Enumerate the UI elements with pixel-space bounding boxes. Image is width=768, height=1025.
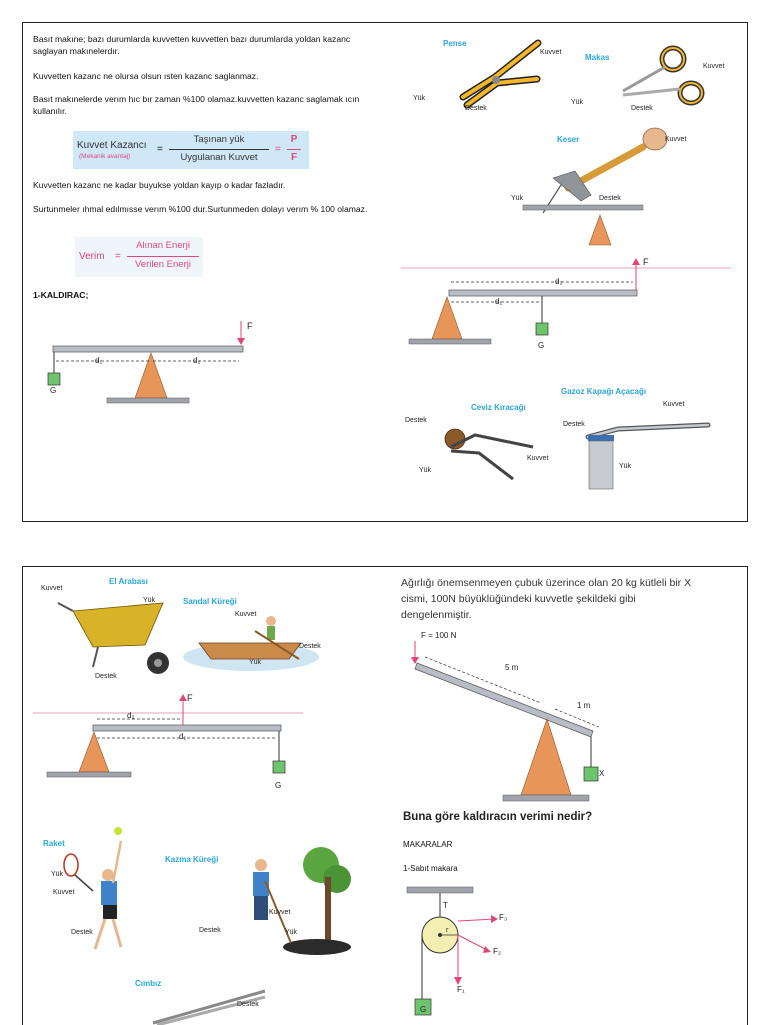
raket-destek: Destek: [71, 929, 93, 936]
lever3-force-label: F: [187, 693, 193, 703]
x-object-label: X: [599, 769, 605, 778]
gazoz-title: Gazoz Kapağı Açacağı: [561, 387, 647, 396]
gazoz-kuvvet: Kuvvet: [663, 401, 685, 408]
inclined-fulcrum: [521, 719, 571, 795]
lever3-weight-label: G: [275, 781, 282, 790]
lever-diagram-1: [23, 313, 283, 408]
load-block: [48, 373, 60, 385]
pense-destek: Destek: [465, 105, 487, 112]
efficiency-paragraph: Basıt makınelerde verım hıc bır zaman %100 olamaz.kuvvetten kazanc saglamak ıcın kullanılır.: [33, 94, 360, 116]
shovel-digger-illustration: [213, 847, 353, 967]
gain-loss-paragraph: Kuvvetten kazanc ne kadar buyukse yoldan kayıp o kadar fazladır.: [33, 180, 286, 190]
lever1-weight-label: G: [50, 386, 57, 395]
makas-destek: Destek: [631, 105, 653, 112]
lever2-d2: d₂: [555, 277, 563, 286]
formula-numerator: Taşınan yük: [193, 134, 245, 145]
lever2-fulcrum: [432, 297, 462, 339]
efficiency-numerator: Alınan Enerji: [136, 240, 190, 251]
inclined-beam: [415, 663, 593, 737]
formula-p: P: [290, 134, 298, 145]
formula-f: F: [290, 152, 298, 163]
efficiency-formula: Verim = Alınan Enerji Verilen Enerji: [75, 237, 203, 277]
problem-text: Ağırlığı önemsenmeyen çubuk üzerince olan 20 kg kütleli bir X cismi, 100N büyüklüğündeki kuvvetle şekildeki gibi dengelenmiştir.: [401, 577, 692, 621]
cimbiz-title: Cımbız: [135, 979, 162, 988]
kazma-yuk: Yük: [285, 929, 298, 936]
lever2-d1: d₁: [495, 297, 503, 306]
inclined-lever-figure: [407, 627, 617, 807]
formula-left-sub: (Mekanik avantaj): [79, 153, 131, 160]
kazma-title: Kazma Küreği: [165, 855, 219, 864]
fulcrum: [135, 353, 167, 398]
elarabasi-destek: Destek: [95, 673, 117, 680]
kazma-kuvvet: Kuvvet: [269, 909, 291, 916]
efficiency-question: Buna göre kaldıracın verimi nedir?: [403, 811, 593, 823]
makas-kuvvet: Kuvvet: [703, 63, 725, 70]
work-gain-paragraph: Kuvvetten kazanc ne olursa olsun ısten kazanc saglanmaz.: [33, 71, 259, 81]
raket-kuvvet: Kuvvet: [53, 889, 75, 896]
force-100n-label: F = 100 N: [421, 631, 457, 640]
ceviz-yuk: Yük: [419, 467, 432, 474]
nutcracker-illustration: [413, 419, 543, 489]
intro-paragraph: Basıt makıne; bazı durumlarda kuvvetten kuvvetten bazı durumlarda yoldan kazanc saglayan makınelerdır.: [33, 34, 351, 56]
wheelbarrow-illustration: [53, 587, 183, 677]
sandal-yuk: Yük: [249, 659, 262, 666]
pulleys-heading: MAKARALAR: [403, 840, 453, 849]
formula-left: Kuvvet Kazancı: [77, 140, 147, 151]
fixed-pulley-figure: [403, 881, 543, 1025]
lever2-weight-label: G: [538, 341, 545, 350]
keser-title: Keser: [557, 135, 580, 144]
pliers-illustration: [433, 35, 543, 115]
pense-yuk: Yük: [413, 95, 426, 102]
f1-label: F₁: [457, 985, 465, 994]
lever1-d1: d₁: [95, 356, 103, 365]
pense-title: Pense: [443, 39, 467, 48]
f3-label: F₃: [499, 913, 508, 922]
lever3-load-block: [273, 761, 285, 773]
keser-destek: Destek: [599, 195, 621, 202]
gazoz-destek: Destek: [563, 421, 585, 428]
lever3-d2: d₂: [127, 711, 135, 720]
handout-page-1: [22, 22, 748, 522]
tension-label: T: [443, 901, 448, 910]
lever1-d2: d₂: [193, 356, 201, 365]
elarabasi-yuk: Yük: [143, 597, 156, 604]
lever3-d1: d₁: [179, 732, 187, 741]
sandal-kuvvet: Kuvvet: [235, 611, 257, 618]
mechanical-advantage-formula: Kuvvet Kazancı (Mekanik avantaj) = Taşınan yük Uygulanan Kuvvet = P F: [73, 131, 309, 169]
bottle-opener-illustration: [578, 407, 718, 492]
lever2-load-block: [536, 323, 548, 335]
makas-title: Makas: [585, 53, 610, 62]
f2-label: F₂: [493, 947, 501, 956]
fixed-pulley-heading: 1-Sabıt makara: [403, 864, 458, 873]
lever-diagram-3: [33, 685, 303, 795]
lever2-beam: [449, 290, 637, 296]
handout-page-2: [22, 566, 748, 1025]
pense-kuvvet: Kuvvet: [540, 49, 562, 56]
raket-title: Raket: [43, 839, 65, 848]
x-block: [584, 767, 598, 781]
tennis-player-illustration: [63, 823, 163, 963]
cimbiz-destek: Destek: [237, 1001, 259, 1008]
ceviz-kuvvet: Kuvvet: [527, 455, 549, 462]
pulley-weight-label: G: [420, 1005, 427, 1014]
friction-paragraph: Surtunmeler ıhmal edılmısse verım %100 dur.Surtunmeden dolayı verım % 100 olamaz.: [33, 204, 368, 214]
elarabasi-kuvvet: Kuvvet: [41, 585, 63, 592]
efficiency-denominator: Verilen Enerji: [135, 259, 191, 270]
kazma-destek: Destek: [199, 927, 221, 934]
formula-denominator: Uygulanan Kuvvet: [180, 152, 258, 163]
ceviz-destek: Destek: [405, 417, 427, 424]
radius-label: r: [446, 927, 449, 934]
sandal-destek: Destek: [299, 643, 321, 650]
gazoz-yuk: Yük: [619, 463, 632, 470]
keser-yuk: Yük: [511, 195, 524, 202]
lever-section-title: 1-KALDIRAC;: [33, 290, 89, 300]
lever1-force-label: F: [247, 321, 253, 331]
sandal-title: Sandal Küreği: [183, 597, 237, 606]
elarabasi-title: El Arabası: [109, 577, 148, 586]
ceviz-title: Ceviz Kıracağı: [471, 403, 526, 412]
lever3-beam: [93, 725, 281, 731]
makas-yuk: Yük: [571, 99, 584, 106]
efficiency-label: Verim: [79, 251, 105, 262]
lever2-force-label: F: [643, 257, 649, 267]
raket-yuk: Yük: [51, 871, 64, 878]
scissors-illustration: [613, 43, 723, 113]
length-1m-label: 1 m: [577, 701, 591, 710]
keser-kuvvet: Kuvvet: [665, 136, 687, 143]
lever-diagram-2: [401, 251, 731, 361]
lever-beam: [53, 346, 243, 352]
length-5m-label: 5 m: [505, 663, 519, 672]
hammer-illustration: [493, 123, 693, 243]
